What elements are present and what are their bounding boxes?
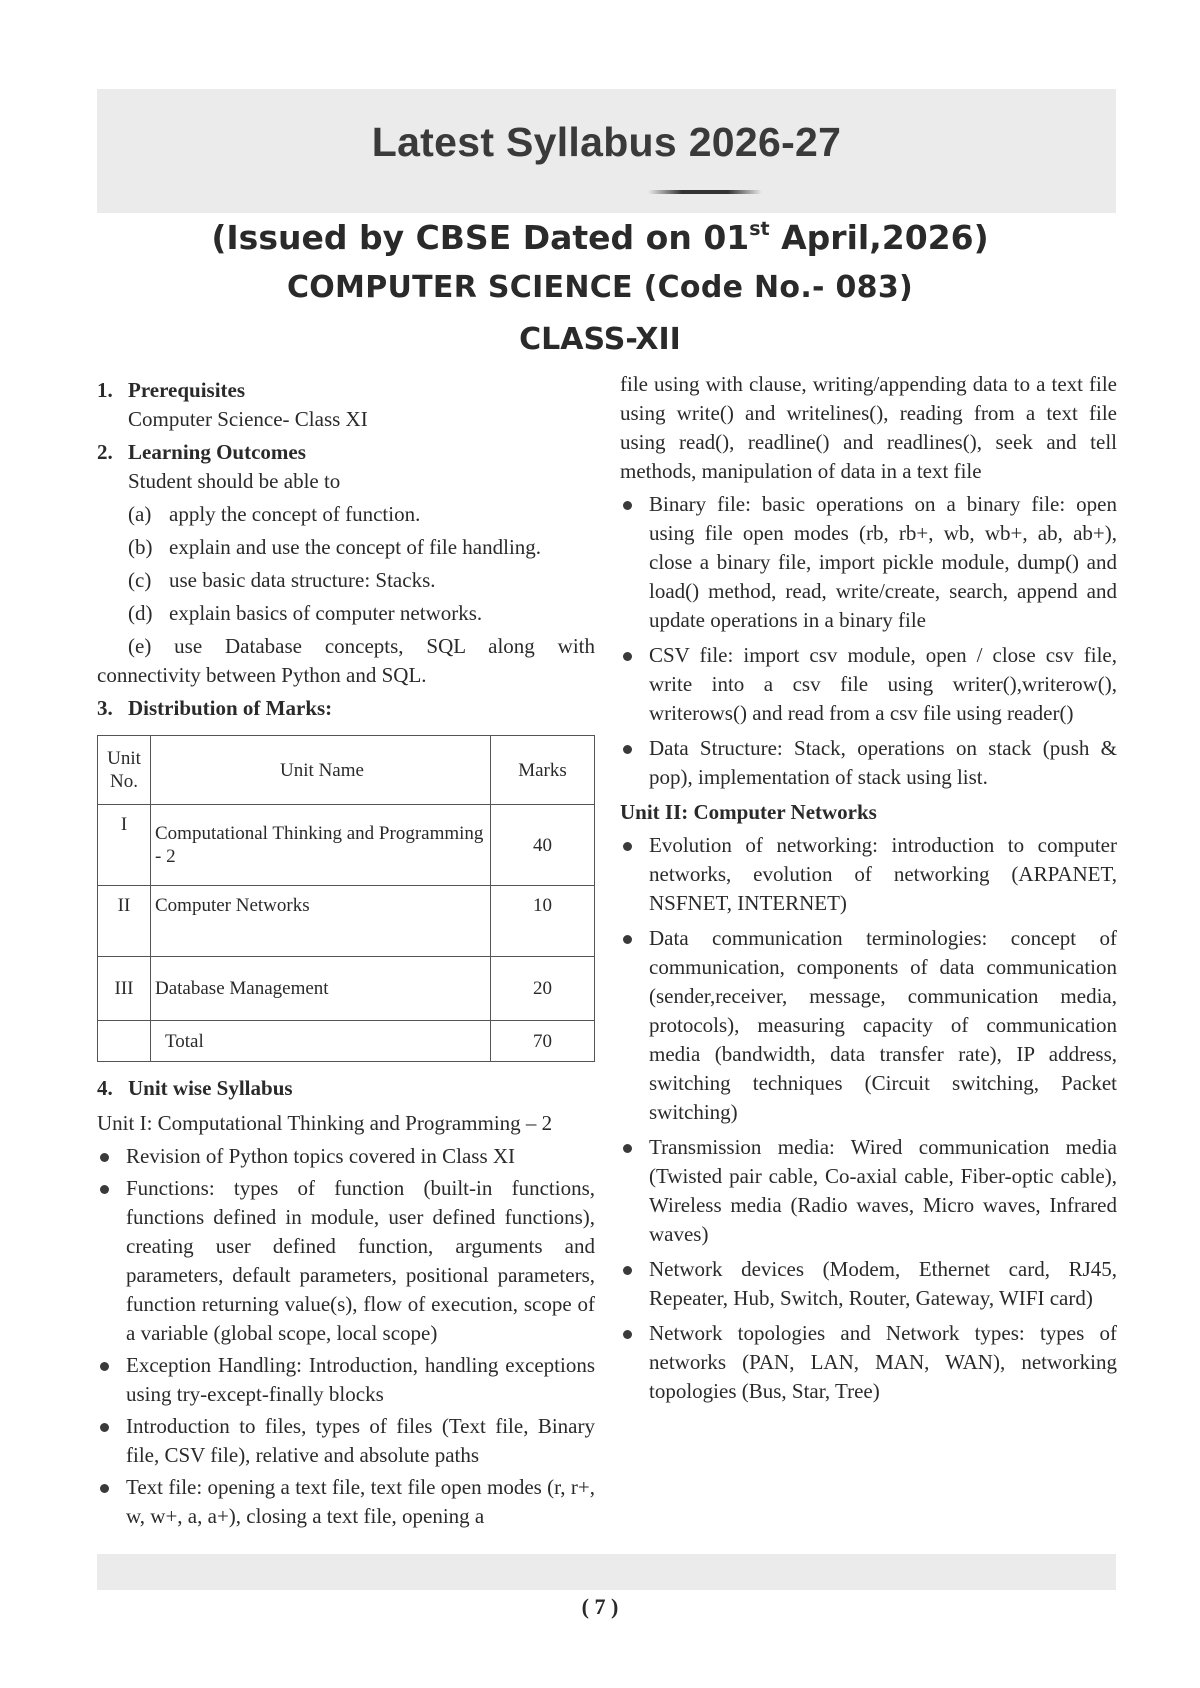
header-marks: Marks xyxy=(491,736,595,805)
footer-bar xyxy=(97,1554,1116,1590)
outcome-item xyxy=(97,566,595,595)
issued-suffix: April,2026) xyxy=(769,218,989,257)
section-number: 4. xyxy=(97,1076,113,1100)
unit-name-cell: Computer Networks xyxy=(151,886,491,957)
banner-divider xyxy=(648,190,762,194)
unit1-bullet-list xyxy=(97,1142,595,1531)
table-header-row xyxy=(98,736,595,805)
list-item: Evolution of networking: introduction to computer networks, evolution of networking (ARPANET, NSFNET, INTERNET) xyxy=(620,831,1117,918)
marks-table xyxy=(97,735,595,1062)
unit1-bullet-list-continued xyxy=(620,490,1117,792)
outcome-item xyxy=(97,533,595,562)
list-item: Binary file: basic operations on a binary file: open using file open modes (rb, rb+, wb, wb+, ab, ab+), close a binary file, import pickle module, dump() and load() method, read, write/create, search, append and update operations in a binary file xyxy=(620,490,1117,635)
outcome-item xyxy=(97,500,595,529)
unit-no-cell: II xyxy=(98,886,151,957)
prerequisites-text: Computer Science- Class XI xyxy=(128,407,368,431)
total-label: Total xyxy=(151,1021,491,1062)
outcome-letter: (a) xyxy=(128,502,152,526)
header-unit-name: Unit Name xyxy=(151,736,491,805)
unit-name-cell: Database Management xyxy=(151,957,491,1021)
table-row xyxy=(98,805,595,886)
issued-sup: st xyxy=(749,218,770,240)
section-number: 3. xyxy=(97,696,113,720)
unit2-heading: Unit II: Computer Networks xyxy=(620,800,877,824)
outcome-letter: (b) xyxy=(128,535,153,559)
list-item: Introduction to files, types of files (Text file, Binary file, CSV file), relative and absolute paths xyxy=(97,1412,595,1470)
outcome-letter: (c) xyxy=(128,568,152,592)
list-item: Data communication terminologies: concept of communication, components of data communication (sender,receiver, message, communication media, protocols), measuring capacity of communication media (bandwidth, data transfer rate), IP address, switching techniques (Circuit switching, Packet switching) xyxy=(620,924,1117,1127)
list-item: Functions: types of function (built-in functions, functions defined in module, user defined functions), creating user defined function, arguments and parameters, default parameters, positional parameters, function returning value(s), flow of execution, scope of a variable (global scope, local scope) xyxy=(97,1174,595,1348)
marks-cell: 10 xyxy=(491,886,595,957)
list-item: Data Structure: Stack, operations on stack (push & pop), implementation of stack using list. xyxy=(620,734,1117,792)
list-item: Transmission media: Wired communication media (Twisted pair cable, Co-axial cable, Fiber-optic cable), Wireless media (Radio waves, Micro waves, Infrared waves) xyxy=(620,1133,1117,1249)
table-total-row xyxy=(98,1021,595,1062)
title-banner xyxy=(97,89,1116,213)
issued-prefix: (Issued by CBSE Dated on 01 xyxy=(211,218,750,257)
right-column xyxy=(620,370,1117,1412)
unit-no-cell: III xyxy=(98,957,151,1021)
table-row xyxy=(98,957,595,1021)
section-title: Learning Outcomes xyxy=(128,440,306,464)
list-item: Text file: opening a text file, text file open modes (r, r+, w, w+, a, a+), closing a text file, opening a xyxy=(97,1473,595,1531)
outcomes-intro: Student should be able to xyxy=(128,469,341,493)
section-number: 1. xyxy=(97,378,113,402)
unit-name-cell: Computational Thinking and Programming - 2 xyxy=(151,805,491,886)
section-unitwise xyxy=(97,1074,595,1103)
section-number: 2. xyxy=(97,440,113,464)
section-distribution xyxy=(97,694,595,723)
outcome-text: use basic data structure: Stacks. xyxy=(169,568,436,592)
list-item: Revision of Python topics covered in Class XI xyxy=(97,1142,595,1171)
outcome-item-e: (e) use Database concepts, SQL along with connectivity between Python and SQL. xyxy=(97,634,595,687)
left-column xyxy=(97,372,595,1534)
outcome-text: explain and use the concept of file handling. xyxy=(169,535,542,559)
section-prerequisites xyxy=(97,376,595,405)
list-item: Exception Handling: Introduction, handling exceptions using try-except-finally blocks xyxy=(97,1351,595,1409)
marks-cell: 40 xyxy=(491,805,595,886)
list-item: CSV file: import csv module, open / close csv file, write into a csv file using writer(),writerow(), writerows() and read from a csv file using reader() xyxy=(620,641,1117,728)
outcome-text: explain basics of computer networks. xyxy=(169,601,483,625)
unit2-bullet-list xyxy=(620,831,1117,1406)
subject-heading: COMPUTER SCIENCE (Code No.- 083) xyxy=(286,270,914,305)
unit1-title: Unit I: Computational Thinking and Programming – 2 xyxy=(97,1111,553,1135)
page-number: ( 7 ) xyxy=(581,1594,619,1619)
section-title: Prerequisites xyxy=(128,378,246,402)
section-learning-outcomes xyxy=(97,438,595,467)
banner-title: Latest Syllabus 2026-27 xyxy=(371,119,842,165)
table-row xyxy=(98,886,595,957)
issued-heading xyxy=(0,218,1200,257)
total-marks: 70 xyxy=(491,1021,595,1062)
list-item: Network topologies and Network types: types of networks (PAN, LAN, MAN, WAN), networking topologies (Bus, Star, Tree) xyxy=(620,1319,1117,1406)
class-heading: CLASS-XII xyxy=(519,322,681,357)
unit-no-cell: I xyxy=(98,805,151,886)
outcome-letter: (d) xyxy=(128,601,153,625)
outcome-item xyxy=(97,599,595,628)
marks-cell: 20 xyxy=(491,957,595,1021)
unit1-heading xyxy=(97,1109,595,1138)
list-item: Network devices (Modem, Ethernet card, RJ45, Repeater, Hub, Switch, Router, Gateway, WIFI card) xyxy=(620,1255,1117,1313)
outcome-text: apply the concept of function. xyxy=(169,502,421,526)
text-file-continued: file using with clause, writing/appending data to a text file using write() and writelines(), reading from a text file using read(), readline() and readlines(), seek and tell methods, manipulation of data in a text file xyxy=(620,372,1117,483)
header-unit-no: Unit No. xyxy=(98,736,151,805)
section-title: Unit wise Syllabus xyxy=(128,1076,293,1100)
section-title: Distribution of Marks: xyxy=(128,696,333,720)
empty-cell xyxy=(98,1021,151,1062)
